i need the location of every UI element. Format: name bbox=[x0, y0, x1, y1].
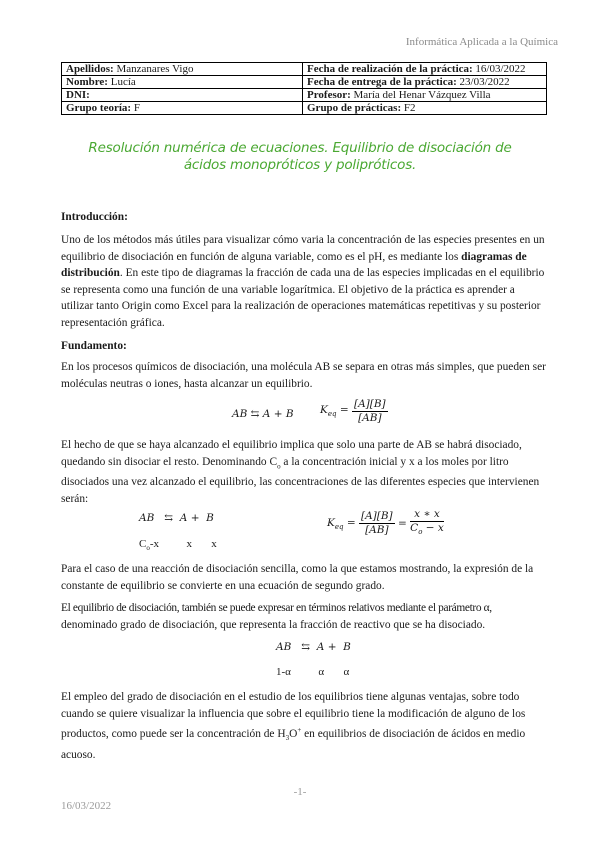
equation-3-fractions: 1-α α α bbox=[276, 666, 350, 678]
fundamento-paragraph-5: El empleo del grado de disociación en el estudio de los equilibrios tiene algunas ventajas, sobre todo cuando se quiere visualizar la influencia que sobre el equilibrio tiene la modificación de alguno de los productos, como puede ser la concentración de $H_3O^+$ en equilibrios de disociación de ácidos en medio acuoso. bbox=[61, 691, 526, 761]
equation-2-concentrations: $C_o-x$ x x bbox=[139, 538, 217, 553]
cell-grupo-practicas: Grupo de prácticas: F2 bbox=[303, 102, 547, 115]
intro-heading: Introducción: bbox=[61, 211, 128, 223]
footer-date: 16/03/2022 bbox=[61, 800, 112, 812]
cell-nombre: Nombre: Lucía bbox=[62, 76, 303, 89]
equation-3-reaction: AB ⇆ A + B bbox=[276, 641, 351, 653]
fundamento-paragraph-4b: denominado grado de disociación, que representa la fracción de reactivo que se ha disociado. bbox=[61, 619, 486, 631]
fundamento-paragraph-2: El hecho de que se haya alcanzado el equilibrio implica que solo una parte de AB se habrá disociado, quedando sin disociar el resto. Denominando $C_o$ a la concentración inicial y x a los moles por litro disociados una vez alcanzado el equilibrio, las concentraciones de las diferentes especies que intervienen serán: bbox=[61, 439, 540, 505]
fundamento-paragraph-3: Para el caso de una reacción de disociación sencilla, como la que estamos mostrando, la expresión de la constante de equilibrio se convierte en una ecuación de segundo grado. bbox=[61, 563, 534, 592]
cell-profesor: Profesor: María del Henar Vázquez Villa bbox=[303, 89, 547, 102]
intro-paragraph: Uno de los métodos más útiles para visualizar cómo varia la concentración de las especies presentes en un equilibrio de disociación en función de alguna variable, como es el pH, es mediante los diagramas de distribución. En este tipo de diagramas la fracción de cada una de las especies implicadas en el equilibrio se representa como una función de una variable logarítmica. El objetivo de la práctica es aprender a utilizar tanto Origin como Excel para la realización de operaciones matemáticas repetitivas y su posterior representación gráfica. bbox=[61, 234, 545, 329]
equation-1-reaction: AB ⇆ A + B bbox=[232, 408, 294, 420]
fundamento-paragraph-1: En los procesos químicos de disociación, una molécula AB se separa en otras más simples, que pueden ser moléculas neutras o iones, hasta alcanzar un equilibrio. bbox=[61, 361, 546, 390]
equation-2-reaction: AB ⇆ A + B bbox=[139, 512, 214, 524]
header-course: Informática Aplicada a la Química bbox=[405, 36, 558, 48]
cell-fecha-entrega: Fecha de entrega de la práctica: 23/03/2022 bbox=[303, 76, 547, 89]
cell-dni: DNI: bbox=[62, 89, 303, 102]
fundamento-paragraph-4a: El equilibrio de disociación, también se puede expresar en términos relativos mediante el parámetro α, bbox=[61, 602, 492, 614]
page-number: -1- bbox=[293, 786, 307, 798]
equation-2-constant: $K_{eq}$ = $\frac{[A][B]}{[AB]}$ = $\frac{x ∗ x}{C_o - x}$ bbox=[327, 508, 444, 537]
equation-1-constant: $K_{eq}$ = $\frac{[A][B]}{[AB]}$ bbox=[320, 398, 386, 424]
info-table bbox=[61, 62, 547, 115]
cell-fecha-realizacion: Fecha de realización de la práctica: 16/03/2022 bbox=[303, 63, 547, 76]
document-title: Resolución numérica de ecuaciones. Equilibrio de disociación de ácidos monopróticos y polipróticos. bbox=[88, 140, 512, 173]
fundamento-heading: Fundamento: bbox=[61, 340, 127, 352]
cell-grupo-teoria: Grupo teoría: F bbox=[62, 102, 303, 115]
cell-apellidos: Apellidos: Manzanares Vigo bbox=[62, 63, 303, 76]
